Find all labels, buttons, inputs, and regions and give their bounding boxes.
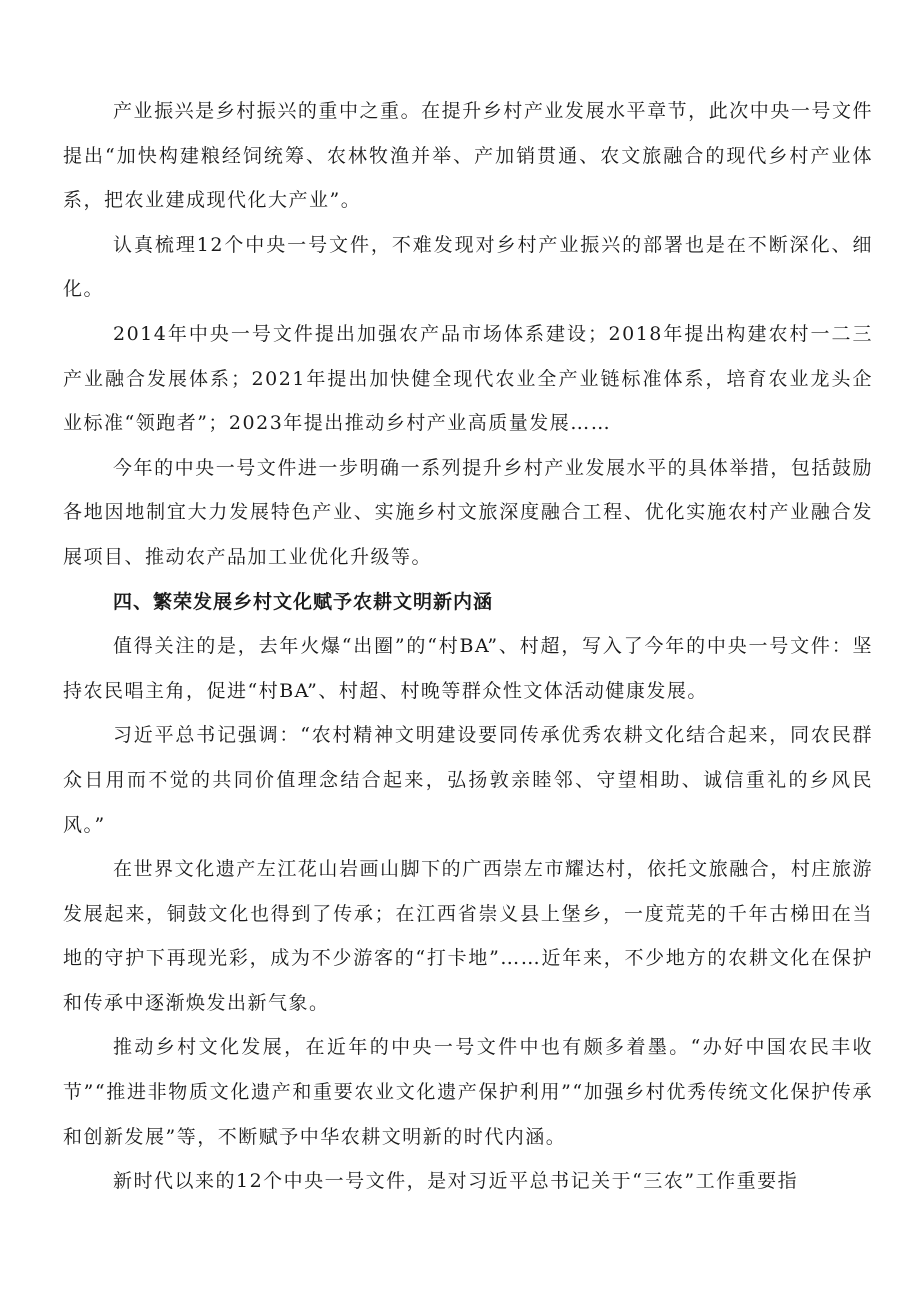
paragraph-culture-development: 推动乡村文化发展，在近年的中央一号文件中也有颇多着墨。“办好中国农民丰收节”“推进非物质文化遗产和重要农业文化遗产保护利用”“加强乡村优秀传统文化保护传承和创新发展”等，不断赋予中华农耕文明新的时代内涵。 [63,1036,873,1148]
paragraph-xi-quote: 习近平总书记强调：“农村精神文明建设要同传承优秀农耕文化结合起来，同农民群众日用而不觉的共同价值理念结合起来，弘扬敦亲睦邻、守望相助、诚信重礼的乡风民风。” [63,724,873,836]
paragraph-industry-revitalization: 产业振兴是乡村振兴的重中之重。在提升乡村产业发展水平章节，此次中央一号文件提出“加快构建粮经饲统筹、农林牧渔并举、产加销贯通、农文旅融合的现代乡村产业体系，把农业建成现代化大产业”。 [63,100,873,212]
paragraph-village-ba: 值得关注的是，去年火爆“出圈”的“村BA”、村超，写入了今年的中央一号文件：坚持农民唱主角，促进“村BA”、村超、村晚等群众性文体活动健康发展。 [63,635,873,702]
paragraph-examples: 在世界文化遗产左江花山岩画山脚下的广西崇左市耀达村，依托文旅融合，村庄旅游发展起来，铜鼓文化也得到了传承；在江西省崇义县上堡乡，一度荒芜的千年古梯田在当地的守护下再现光彩，成为不少游客的“打卡地”……近年来，不少地方的农耕文化在保护和传承中逐渐焕发出新气象。 [63,858,873,1014]
paragraph-timeline: 2014年中央一号文件提出加强农产品市场体系建设；2018年提出构建农村一二三产业融合发展体系；2021年提出加快健全现代农业全产业链标准体系，培育农业龙头企业标准“领跑者”；2023年提出推动乡村产业高质量发展…… [63,322,873,435]
document-page [63,89,873,1204]
section-heading: 四、繁荣发展乡村文化赋予农耕文明新内涵 [113,590,494,613]
paragraph-twelve-documents: 认真梳理12个中央一号文件，不难发现对乡村产业振兴的部署也是在不断深化、细化。 [63,233,873,301]
paragraph-new-era: 新时代以来的12个中央一号文件，是对习近平总书记关于“三农”工作重要指 [113,1170,799,1193]
paragraph-this-year-measures: 今年的中央一号文件进一步明确一系列提升乡村产业发展水平的具体举措，包括鼓励各地因地制宜大力发展特色产业、实施乡村文旅深度融合工程、优化实施农村产业融合发展项目、推动农产品加工业优化升级等。 [63,456,873,568]
